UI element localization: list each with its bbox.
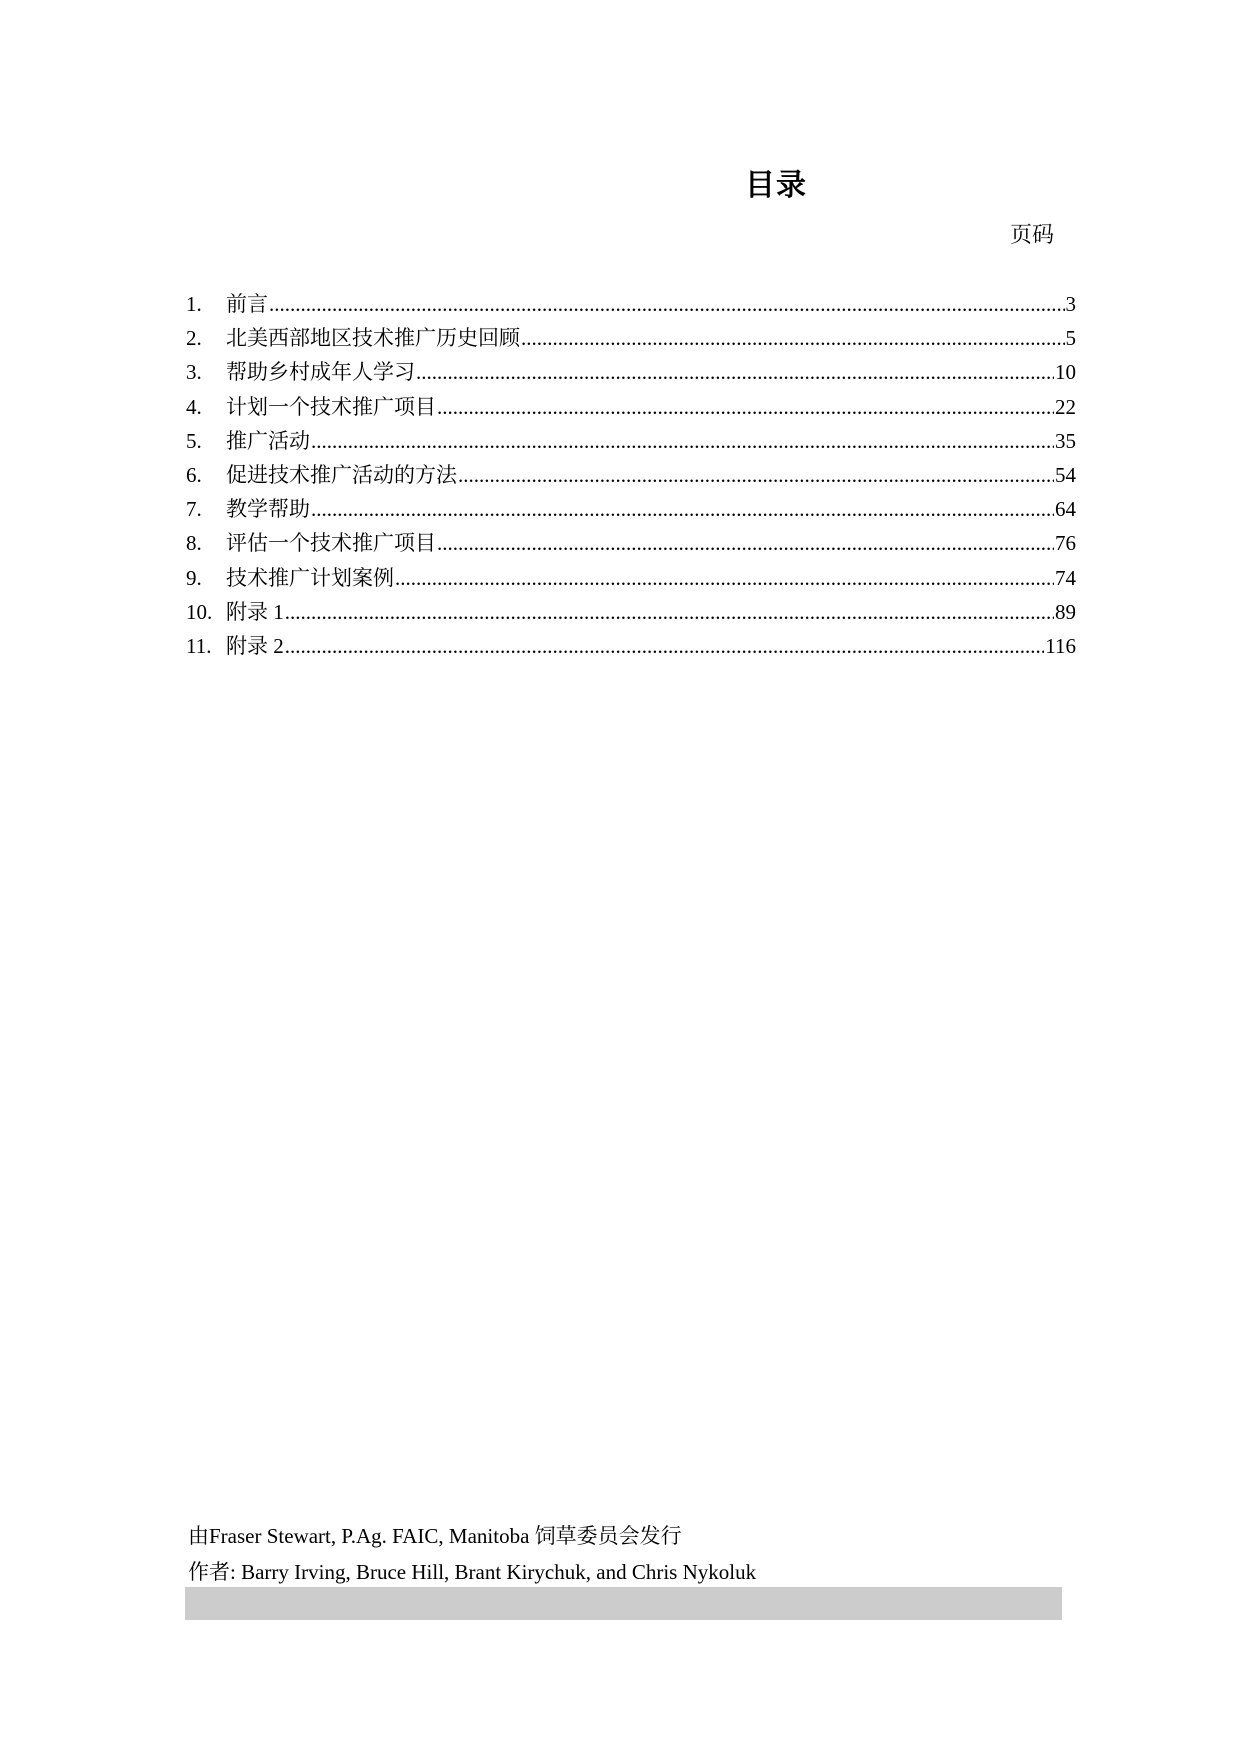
toc-entry-title: 附录 1 [226,599,284,624]
publisher-line: 由Fraser Stewart, P.Ag. FAIC, Manitoba 饲草委员会发行 [188,1524,682,1548]
toc-dot-leader [395,561,1054,595]
toc-entry-title: 推广活动 [226,428,310,453]
authors-line: 作者: Barry Irving, Bruce Hill, Brant Kirychuk, and Chris Nykoluk [188,1560,757,1584]
toc-dot-leader [311,424,1054,458]
toc-entry-title: 附录 2 [226,633,284,658]
toc-entry-number: 8. [186,531,202,556]
toc-dot-leader [521,321,1065,355]
toc-entry-title: 前言 [226,292,268,316]
toc-dot-leader [437,390,1054,424]
footer-credits [188,1518,756,1590]
footer-gray-bar [185,1587,1062,1620]
toc-dot-leader [311,492,1054,526]
toc-entry-title: 技术推广计划案例 [226,565,394,590]
toc-entry-title: 教学帮助 [226,497,310,522]
toc-dot-leader [437,526,1054,560]
toc-entry-title: 促进技术推广活动的方法 [226,462,457,487]
toc-entry[interactable] [186,561,1076,595]
toc-entry[interactable] [186,526,1076,560]
toc-entry-page: 76 [1055,531,1076,556]
toc-entry[interactable] [186,629,1076,663]
toc-entry-title: 计划一个技术推广项目 [226,394,436,419]
toc-entry-page: 22 [1055,394,1076,419]
toc-entry-number: 10. [186,599,213,624]
toc-entry-number: 1. [186,292,202,316]
toc-entry-number: 9. [186,565,202,590]
toc-entry[interactable] [186,458,1076,492]
toc-entry-page: 10 [1055,360,1076,385]
toc-entry-page: 35 [1055,428,1076,453]
toc-entry-number: 7. [186,497,202,522]
toc-entry-page: 3 [1065,292,1076,316]
toc-dot-leader [416,355,1054,389]
toc-entry-page: 74 [1055,565,1076,590]
toc-entry-number: 11. [186,633,212,658]
toc-entry[interactable] [186,287,1076,321]
toc-entry[interactable] [186,355,1076,389]
toc-entry-number: 3. [186,360,202,385]
toc-entry-page: 54 [1055,462,1076,487]
toc-entry[interactable] [186,595,1076,629]
toc-dot-leader [285,595,1054,629]
toc-entry[interactable] [186,492,1076,526]
toc-entry-page: 116 [1045,633,1076,658]
toc-entry-title: 北美西部地区技术推广历史回顾 [226,326,520,351]
toc-entry-number: 2. [186,326,202,351]
toc-entry-title: 帮助乡村成年人学习 [226,360,415,385]
toc-entry-page: 5 [1065,326,1076,351]
toc-entry-number: 4. [186,394,202,419]
toc-dot-leader [285,629,1045,663]
toc-title: 目录 [745,169,807,202]
toc-entry-number: 6. [186,462,202,487]
page-number-heading: 页码 [1010,222,1055,247]
toc-list [186,287,1076,663]
toc-entry-page: 89 [1055,599,1076,624]
toc-dot-leader [458,458,1054,492]
toc-entry-title: 评估一个技术推广项目 [226,531,436,556]
toc-entry[interactable] [186,424,1076,458]
toc-entry-number: 5. [186,428,202,453]
toc-entry[interactable] [186,321,1076,355]
toc-dot-leader [269,287,1065,321]
toc-entry-page: 64 [1055,497,1076,522]
toc-entry[interactable] [186,390,1076,424]
